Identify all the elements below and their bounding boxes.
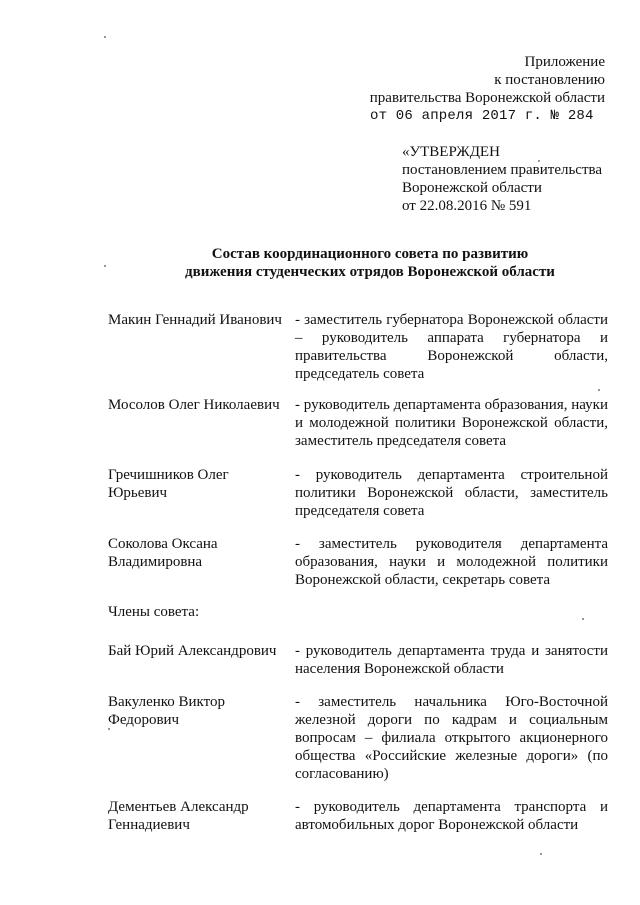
scan-speck (104, 36, 106, 38)
title-line-1: Состав координационного совета по развитию (211, 246, 529, 262)
scan-speck (104, 265, 106, 267)
member-name: Бай Юрий Александрович (108, 643, 277, 659)
scan-speck (538, 160, 540, 162)
scan-speck (540, 853, 542, 855)
member-description: - заместитель начальника Юго-Восточной железной дороги по кадрам и социальным вопросам – филиала открытого акционерного общества «Российские железные дороги» (по согласованию) (295, 694, 608, 782)
member-description: - руководитель департамента труда и занятости населения Воронежской области (295, 643, 608, 677)
member-description: - заместитель руководителя департамента образования, науки и молодежной политики Воронежской области, секретарь совета (295, 536, 608, 588)
member-name: Гречишников Олег Юрьевич (108, 467, 229, 501)
appendix-date-number: от 06 апреля 2017 г. № 284 (370, 108, 594, 124)
title-line-2: движения студенческих отрядов Воронежской области (185, 264, 555, 280)
appendix-line-1: Приложение (524, 54, 605, 70)
approved-block (402, 143, 622, 215)
document-title (90, 245, 640, 281)
approved-line-4: от 22.08.2016 № 591 (402, 198, 532, 214)
scan-speck (598, 389, 600, 391)
member-name: Дементьев Александр Геннадиевич (108, 799, 249, 833)
appendix-block (300, 53, 605, 107)
member-name: Мосолов Олег Николаевич (108, 397, 280, 413)
scan-speck (582, 618, 584, 620)
appendix-line-3: правительства Воронежской области (369, 90, 605, 106)
member-description: - руководитель департамента транспорта и автомобильных дорог Воронежской области (295, 799, 608, 833)
member-description: - руководитель департамента строительной политики Воронежской области, заместитель председателя совета (295, 467, 608, 519)
member-name: Вакуленко Виктор Федорович (108, 694, 226, 728)
members-section-label: Члены совета: (108, 604, 200, 620)
appendix-line-2: к постановлению (494, 72, 605, 88)
scan-speck (108, 728, 110, 730)
member-description: - руководитель департамента образования, науки и молодежной политики Воронежской области, заместитель председателя совета (295, 397, 608, 449)
approved-line-3: Воронежской области (402, 180, 542, 196)
approved-line-1: «УТВЕРЖДЕН (402, 144, 500, 160)
member-name: Соколова Оксана Владимировна (108, 536, 218, 570)
member-name: Макин Геннадий Иванович (108, 312, 282, 328)
approved-line-2: постановлением правительства (402, 162, 603, 178)
member-description: - заместитель губернатора Воронежской области – руководитель аппарата губернатора и правительства Воронежской области, председатель совета (295, 312, 608, 382)
